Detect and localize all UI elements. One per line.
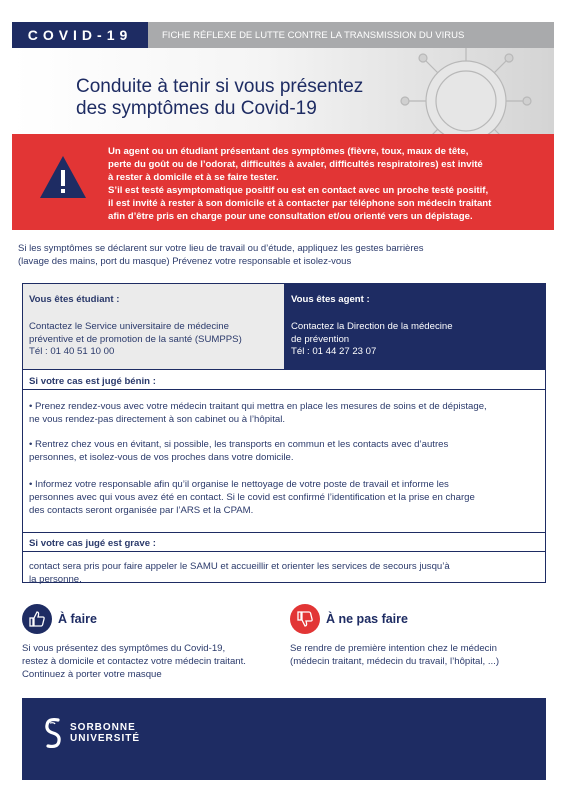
logo-text	[70, 722, 140, 744]
benin-line: personnes avec qui vous avez été en contact. Si le covid est confirmé l’identification et la prise en charge	[29, 492, 475, 503]
logo-line: SORBONNE	[70, 722, 136, 733]
etudiant-line: Contactez le Service universitaire de médecine	[29, 321, 229, 332]
alert-panel	[12, 134, 554, 230]
agent-line: Contactez la Direction de la médecine	[291, 321, 453, 332]
ne-pas-faire-header	[290, 604, 408, 634]
intro-text	[18, 242, 538, 268]
sorbonne-logo	[40, 716, 140, 750]
etudiant-column	[23, 284, 285, 370]
benin-item	[29, 478, 543, 517]
thumbs-down-icon	[290, 604, 320, 634]
benin-line: • Prenez rendez-vous avec votre médecin traitant qui mettra en place les mesures de soins et de dépistage,	[29, 401, 487, 412]
intro-line: Si les symptômes se déclarent sur votre lieu de travail ou d’étude, appliquez les gestes barrières	[18, 243, 424, 254]
grave-text	[29, 560, 543, 586]
alert-line: à rester à domicile et à se faire tester.	[108, 172, 279, 183]
warning-triangle-icon	[38, 154, 88, 200]
ne-pas-faire-line: Se rendre de première intention chez le médecin	[290, 643, 497, 654]
alert-text	[108, 145, 538, 223]
instructions-box	[22, 283, 546, 583]
agent-line: de prévention	[291, 333, 350, 345]
agent-phone: Tél : 01 44 27 23 07	[291, 346, 377, 357]
etudiant-line: préventive et de promotion de la santé (SUMPPS)	[29, 333, 242, 345]
a-faire-line: Si vous présentez des symptômes du Covid-19,	[22, 643, 226, 654]
fiche-label: FICHE RÉFLEXE DE LUTTE CONTRE LA TRANSMISSION DU VIRUS	[148, 22, 554, 48]
agent-contact	[291, 321, 540, 359]
benin-item	[29, 400, 543, 426]
alert-line: afin d’être pris en charge pour une consultation et/ou orienté vers un dépistage.	[108, 211, 473, 222]
footer	[22, 698, 546, 780]
ne-pas-faire-title: À ne pas faire	[326, 612, 408, 626]
ne-pas-faire-text	[290, 642, 499, 668]
a-faire-header	[22, 604, 97, 634]
benin-heading: Si votre cas est jugé bénin :	[23, 370, 545, 390]
agent-column	[285, 284, 546, 370]
ne-pas-faire-line: (médecin traitant, médecin du travail, l’hôpital, ...)	[290, 656, 500, 667]
alert-line: S’il est testé asymptomatique positif ou est en contact avec un proche testé positif,	[108, 185, 489, 196]
page-title	[76, 76, 363, 120]
a-faire-text	[22, 642, 246, 681]
logo-line: UNIVERSITÉ	[70, 733, 141, 744]
intro-line: (lavage des mains, port du masque) Prévenez votre responsable et isolez-vous	[18, 256, 352, 267]
a-faire-line: Continuez à porter votre masque	[22, 669, 162, 680]
sorbonne-logo-icon	[40, 716, 66, 750]
benin-line: ne vous rendez-pas directement à son cabinet ou à l’hôpital.	[29, 414, 285, 425]
benin-line: • Rentrez chez vous en évitant, si possible, les transports en commun et les contacts avec d’autres	[29, 439, 449, 450]
title-line: Conduite à tenir si vous présentez	[76, 76, 364, 97]
alert-line: Un agent ou un étudiant présentant des symptômes (fièvre, toux, maux de tête,	[108, 146, 469, 157]
benin-line: personnes, et isolez-vous de vos proches dans votre domicile.	[29, 452, 294, 463]
benin-line: • Informez votre responsable afin qu’il organise le nettoyage de votre poste de travail et informe les	[29, 479, 449, 490]
thumbs-up-icon	[22, 604, 52, 634]
alert-line: il est invité à rester à son domicile et à contacter par téléphone son médecin traitant	[108, 198, 492, 209]
etudiant-phone: Tél : 01 40 51 10 00	[29, 346, 115, 357]
grave-line: la personne.	[29, 574, 82, 585]
title-line: des symptômes du Covid-19	[76, 98, 317, 119]
top-banner	[12, 22, 554, 48]
agent-heading: Vous êtes agent :	[291, 294, 370, 305]
etudiant-heading: Vous êtes étudiant :	[29, 294, 120, 305]
a-faire-title: À faire	[58, 612, 97, 626]
covid-tag: COVID-19	[12, 22, 148, 48]
alert-line: perte du goût ou de l’odorat, difficultés à avaler, difficultés respiratoires) est invité	[108, 159, 483, 170]
etudiant-contact	[29, 321, 278, 359]
virus-illustration	[386, 48, 536, 134]
hero-banner	[12, 48, 554, 134]
grave-line: contact sera pris pour faire appeler le SAMU et accueillir et orienter les services de secours jusqu’à	[29, 561, 450, 572]
benin-line: des contacts seront organisée par l’ARS et la CPAM.	[29, 505, 254, 516]
grave-heading: Si votre cas jugé est grave :	[23, 532, 545, 552]
benin-item	[29, 438, 543, 464]
a-faire-line: restez à domicile et contactez votre médecin traitant.	[22, 656, 246, 667]
